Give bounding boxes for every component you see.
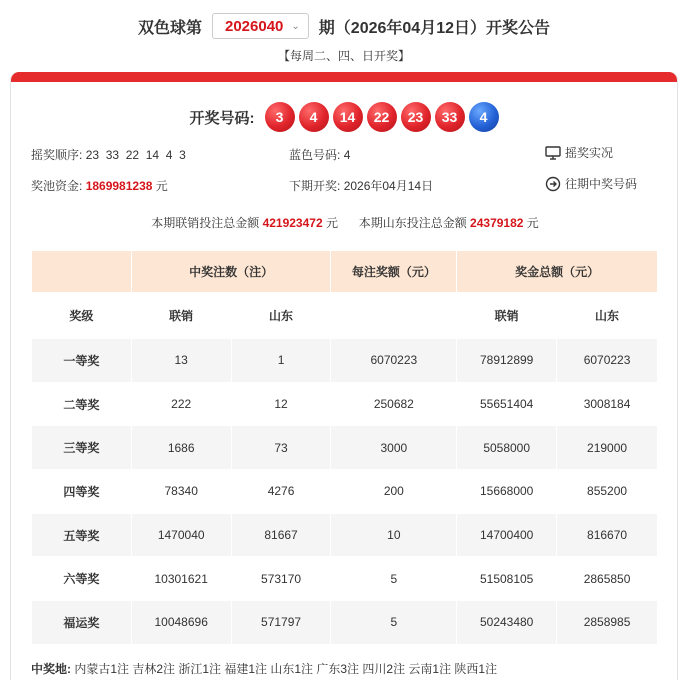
draw-schedule: 【每周二、四、日开奖】 xyxy=(277,49,410,63)
prize-per-bet: 3000 xyxy=(331,426,457,470)
red-ball: 4 xyxy=(299,102,329,132)
next-draw-value: 2026年04月14日 xyxy=(343,179,434,193)
blue-number-label: 蓝色号码: xyxy=(289,148,341,162)
red-ball: 22 xyxy=(367,102,397,132)
header-count-shandong: 山东 xyxy=(231,293,331,339)
chevron-down-icon: ⌄ xyxy=(291,20,300,32)
blue-number xyxy=(289,146,350,163)
prize-level: 三等奖 xyxy=(32,426,132,470)
count-national: 1470040 xyxy=(131,513,231,557)
live-draw-label: 摇奖实况 xyxy=(565,146,614,160)
header-prize-per-bet: 每注奖额（元） xyxy=(331,251,457,293)
card-accent-bar xyxy=(11,72,677,82)
national-sales-value: 421923472 xyxy=(262,216,323,230)
prize-per-bet: 5 xyxy=(331,557,457,601)
prize-pool-value: 1869981238 xyxy=(85,179,153,193)
red-ball: 14 xyxy=(333,102,363,132)
total-shandong: 3008184 xyxy=(557,382,658,426)
national-sales-unit: 元 xyxy=(325,216,338,230)
table-row xyxy=(32,470,658,514)
winning-regions-text: 内蒙古1注 吉林2注 浙江1注 福建1注 山东1注 广东3注 四川2注 云南1注 陕西1注 xyxy=(74,662,498,676)
count-shandong: 4276 xyxy=(231,470,331,514)
total-national: 14700400 xyxy=(457,513,557,557)
prize-pool xyxy=(31,177,168,194)
winning-regions xyxy=(31,660,497,677)
total-national: 15668000 xyxy=(457,470,557,514)
red-ball: 23 xyxy=(401,102,431,132)
sales-totals xyxy=(11,214,678,231)
table-sub-header xyxy=(32,293,658,339)
prize-per-bet: 200 xyxy=(331,470,457,514)
prize-per-bet: 5 xyxy=(331,601,457,645)
title-prefix: 双色球第 xyxy=(137,19,202,37)
prize-level: 六等奖 xyxy=(32,557,132,601)
blue-ball: 4 xyxy=(469,102,499,132)
next-draw-label: 下期开奖: xyxy=(289,179,341,193)
winning-numbers-label: 开奖号码: xyxy=(189,109,255,127)
count-national: 10301621 xyxy=(131,557,231,601)
total-shandong: 855200 xyxy=(557,470,658,514)
page-title xyxy=(0,10,688,42)
live-draw-link[interactable] xyxy=(545,144,613,161)
red-ball: 33 xyxy=(435,102,465,132)
table-row xyxy=(32,339,658,383)
count-national: 222 xyxy=(131,382,231,426)
empty-header-cell xyxy=(32,251,132,293)
header-per-blank xyxy=(331,293,457,339)
monitor-icon xyxy=(545,146,561,160)
table-group-header xyxy=(32,251,658,293)
count-shandong: 73 xyxy=(231,426,331,470)
count-shandong: 81667 xyxy=(231,513,331,557)
winning-regions-label: 中奖地: xyxy=(31,662,71,676)
shandong-sales-unit: 元 xyxy=(526,216,539,230)
winning-numbers xyxy=(11,102,678,132)
issue-value: 2026040 xyxy=(225,17,284,35)
table-row xyxy=(32,382,658,426)
national-sales-label: 本期联销投注总金额 xyxy=(151,216,260,230)
history-link[interactable] xyxy=(545,175,637,192)
prize-pool-unit: 元 xyxy=(155,179,168,193)
table-row xyxy=(32,426,658,470)
prize-level: 一等奖 xyxy=(32,339,132,383)
total-shandong: 2858985 xyxy=(557,601,658,645)
table-row xyxy=(32,601,658,645)
header-level: 奖级 xyxy=(32,293,132,339)
table-row xyxy=(32,557,658,601)
prize-per-bet: 6070223 xyxy=(331,339,457,383)
title-suffix: 期（2026年04月12日）开奖公告 xyxy=(318,19,550,37)
total-national: 50243480 xyxy=(457,601,557,645)
results-card xyxy=(10,72,678,680)
blue-number-value: 4 xyxy=(343,148,351,162)
prize-pool-label: 奖池资金: xyxy=(31,179,83,193)
prize-per-bet: 250682 xyxy=(331,382,457,426)
header-prize-total: 奖金总额（元） xyxy=(457,251,658,293)
total-shandong: 2865850 xyxy=(557,557,658,601)
count-national: 10048696 xyxy=(131,601,231,645)
header-total-national: 联销 xyxy=(457,293,557,339)
total-national: 55651404 xyxy=(457,382,557,426)
total-shandong: 6070223 xyxy=(557,339,658,383)
total-shandong: 219000 xyxy=(557,426,658,470)
count-shandong: 1 xyxy=(231,339,331,383)
prize-per-bet: 10 xyxy=(331,513,457,557)
total-national: 78912899 xyxy=(457,339,557,383)
total-national: 51508105 xyxy=(457,557,557,601)
issue-select[interactable] xyxy=(212,13,309,39)
count-shandong: 573170 xyxy=(231,557,331,601)
red-ball: 3 xyxy=(265,102,295,132)
count-shandong: 571797 xyxy=(231,601,331,645)
shandong-sales-value: 24379182 xyxy=(470,216,524,230)
count-national: 13 xyxy=(131,339,231,383)
page-header xyxy=(0,10,688,64)
shandong-sales-label: 本期山东投注总金额 xyxy=(358,216,467,230)
draw-order xyxy=(31,146,186,163)
total-shandong: 816670 xyxy=(557,513,658,557)
count-shandong: 12 xyxy=(231,382,331,426)
arrow-circle-icon xyxy=(545,176,561,192)
draw-order-label: 摇奖顺序: xyxy=(31,148,83,162)
count-national: 1686 xyxy=(131,426,231,470)
history-label: 往期中奖号码 xyxy=(565,177,638,191)
table-row xyxy=(32,513,658,557)
count-national: 78340 xyxy=(131,470,231,514)
header-winner-count: 中奖注数（注） xyxy=(131,251,331,293)
header-count-national: 联销 xyxy=(131,293,231,339)
prize-level: 四等奖 xyxy=(32,470,132,514)
next-draw xyxy=(289,177,433,194)
prize-level: 福运奖 xyxy=(32,601,132,645)
total-national: 5058000 xyxy=(457,426,557,470)
draw-order-value: 23 33 22 14 4 3 xyxy=(85,148,186,162)
prize-level: 五等奖 xyxy=(32,513,132,557)
header-total-shandong: 山东 xyxy=(557,293,658,339)
prize-level: 二等奖 xyxy=(32,382,132,426)
prize-table xyxy=(31,250,658,645)
